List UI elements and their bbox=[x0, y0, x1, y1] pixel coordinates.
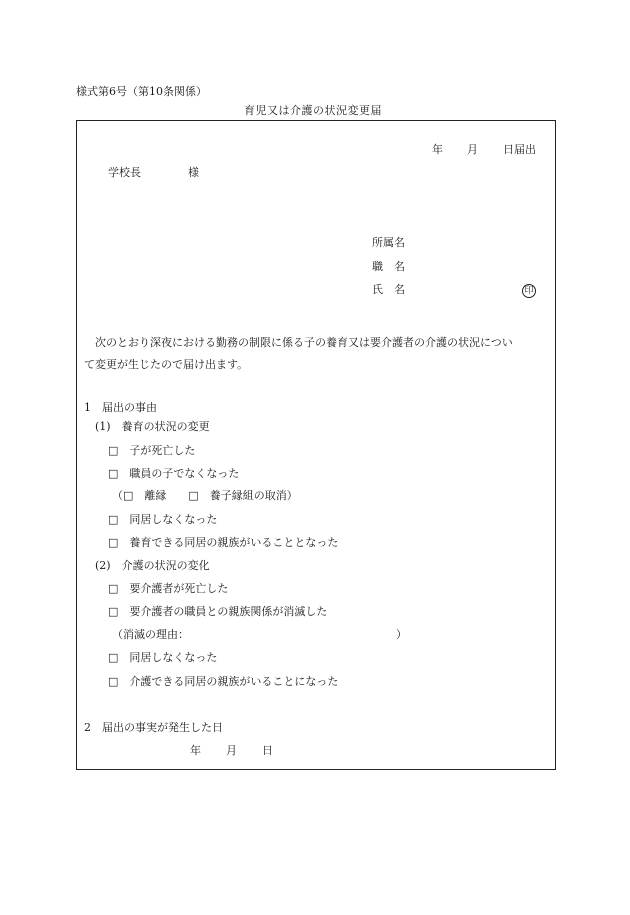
cohabiting-relative-can-raise-checkbox-item[interactable]: □ 養育できる同居の親族がいることとなった bbox=[108, 536, 339, 549]
form-number: 様式第6号（第10条関係） bbox=[76, 85, 207, 98]
kinship-ended-checkbox-item[interactable]: □ 要介護者の職員との親族関係が消滅した bbox=[108, 605, 328, 618]
occurrence-year-label: 年 bbox=[190, 744, 201, 757]
intro-line-2: て変更が生じたので届け出ます。 bbox=[84, 358, 249, 371]
adoption-dissolution-options[interactable]: （□ 離縁 □ 養子縁組の取消） bbox=[112, 489, 298, 502]
job-title-label: 職 名 bbox=[372, 260, 405, 273]
no-longer-employee-child-checkbox-item[interactable]: □ 職員の子でなくなった bbox=[108, 467, 240, 480]
date-month-label: 月 bbox=[467, 143, 478, 156]
occurrence-month-label: 月 bbox=[226, 744, 237, 757]
no-longer-cohabiting-checkbox-item-2[interactable]: □ 同居しなくなった bbox=[108, 651, 218, 664]
date-day-submitted-label: 日届出 bbox=[503, 143, 536, 156]
child-died-checkbox-item[interactable]: □ 子が死亡した bbox=[108, 444, 196, 457]
section1-sub2-heading: (2) 介護の状況の変化 bbox=[95, 559, 210, 572]
occurrence-day-label: 日 bbox=[262, 744, 273, 757]
no-longer-cohabiting-checkbox-item-1[interactable]: □ 同居しなくなった bbox=[108, 513, 218, 526]
date-year-label: 年 bbox=[432, 143, 443, 156]
section1-sub1-heading: (1) 養育の状況の変更 bbox=[95, 420, 210, 433]
addressee-role: 学校長 bbox=[108, 166, 141, 179]
kinship-end-reason-label: （消滅の理由： bbox=[112, 628, 189, 641]
name-label: 氏 名 bbox=[372, 283, 405, 296]
intro-line-1: 次のとおり深夜における勤務の制限に係る子の養育又は要介護者の介護の状況につい bbox=[84, 336, 513, 349]
form-title: 育児又は介護の状況変更届 bbox=[244, 104, 382, 117]
kinship-end-reason-close: ） bbox=[396, 628, 407, 641]
seal-mark: 印 bbox=[522, 284, 536, 298]
section2-heading: 2 届出の事実が発生した日 bbox=[84, 721, 223, 734]
affiliation-label: 所属名 bbox=[372, 236, 405, 249]
addressee-honorific: 様 bbox=[188, 166, 199, 179]
intro-paragraph bbox=[84, 332, 550, 376]
section1-heading: 1 届出の事由 bbox=[84, 401, 157, 414]
care-recipient-died-checkbox-item[interactable]: □ 要介護者が死亡した bbox=[108, 582, 229, 595]
cohabiting-relative-can-care-checkbox-item[interactable]: □ 介護できる同居の親族がいることになった bbox=[108, 675, 339, 688]
